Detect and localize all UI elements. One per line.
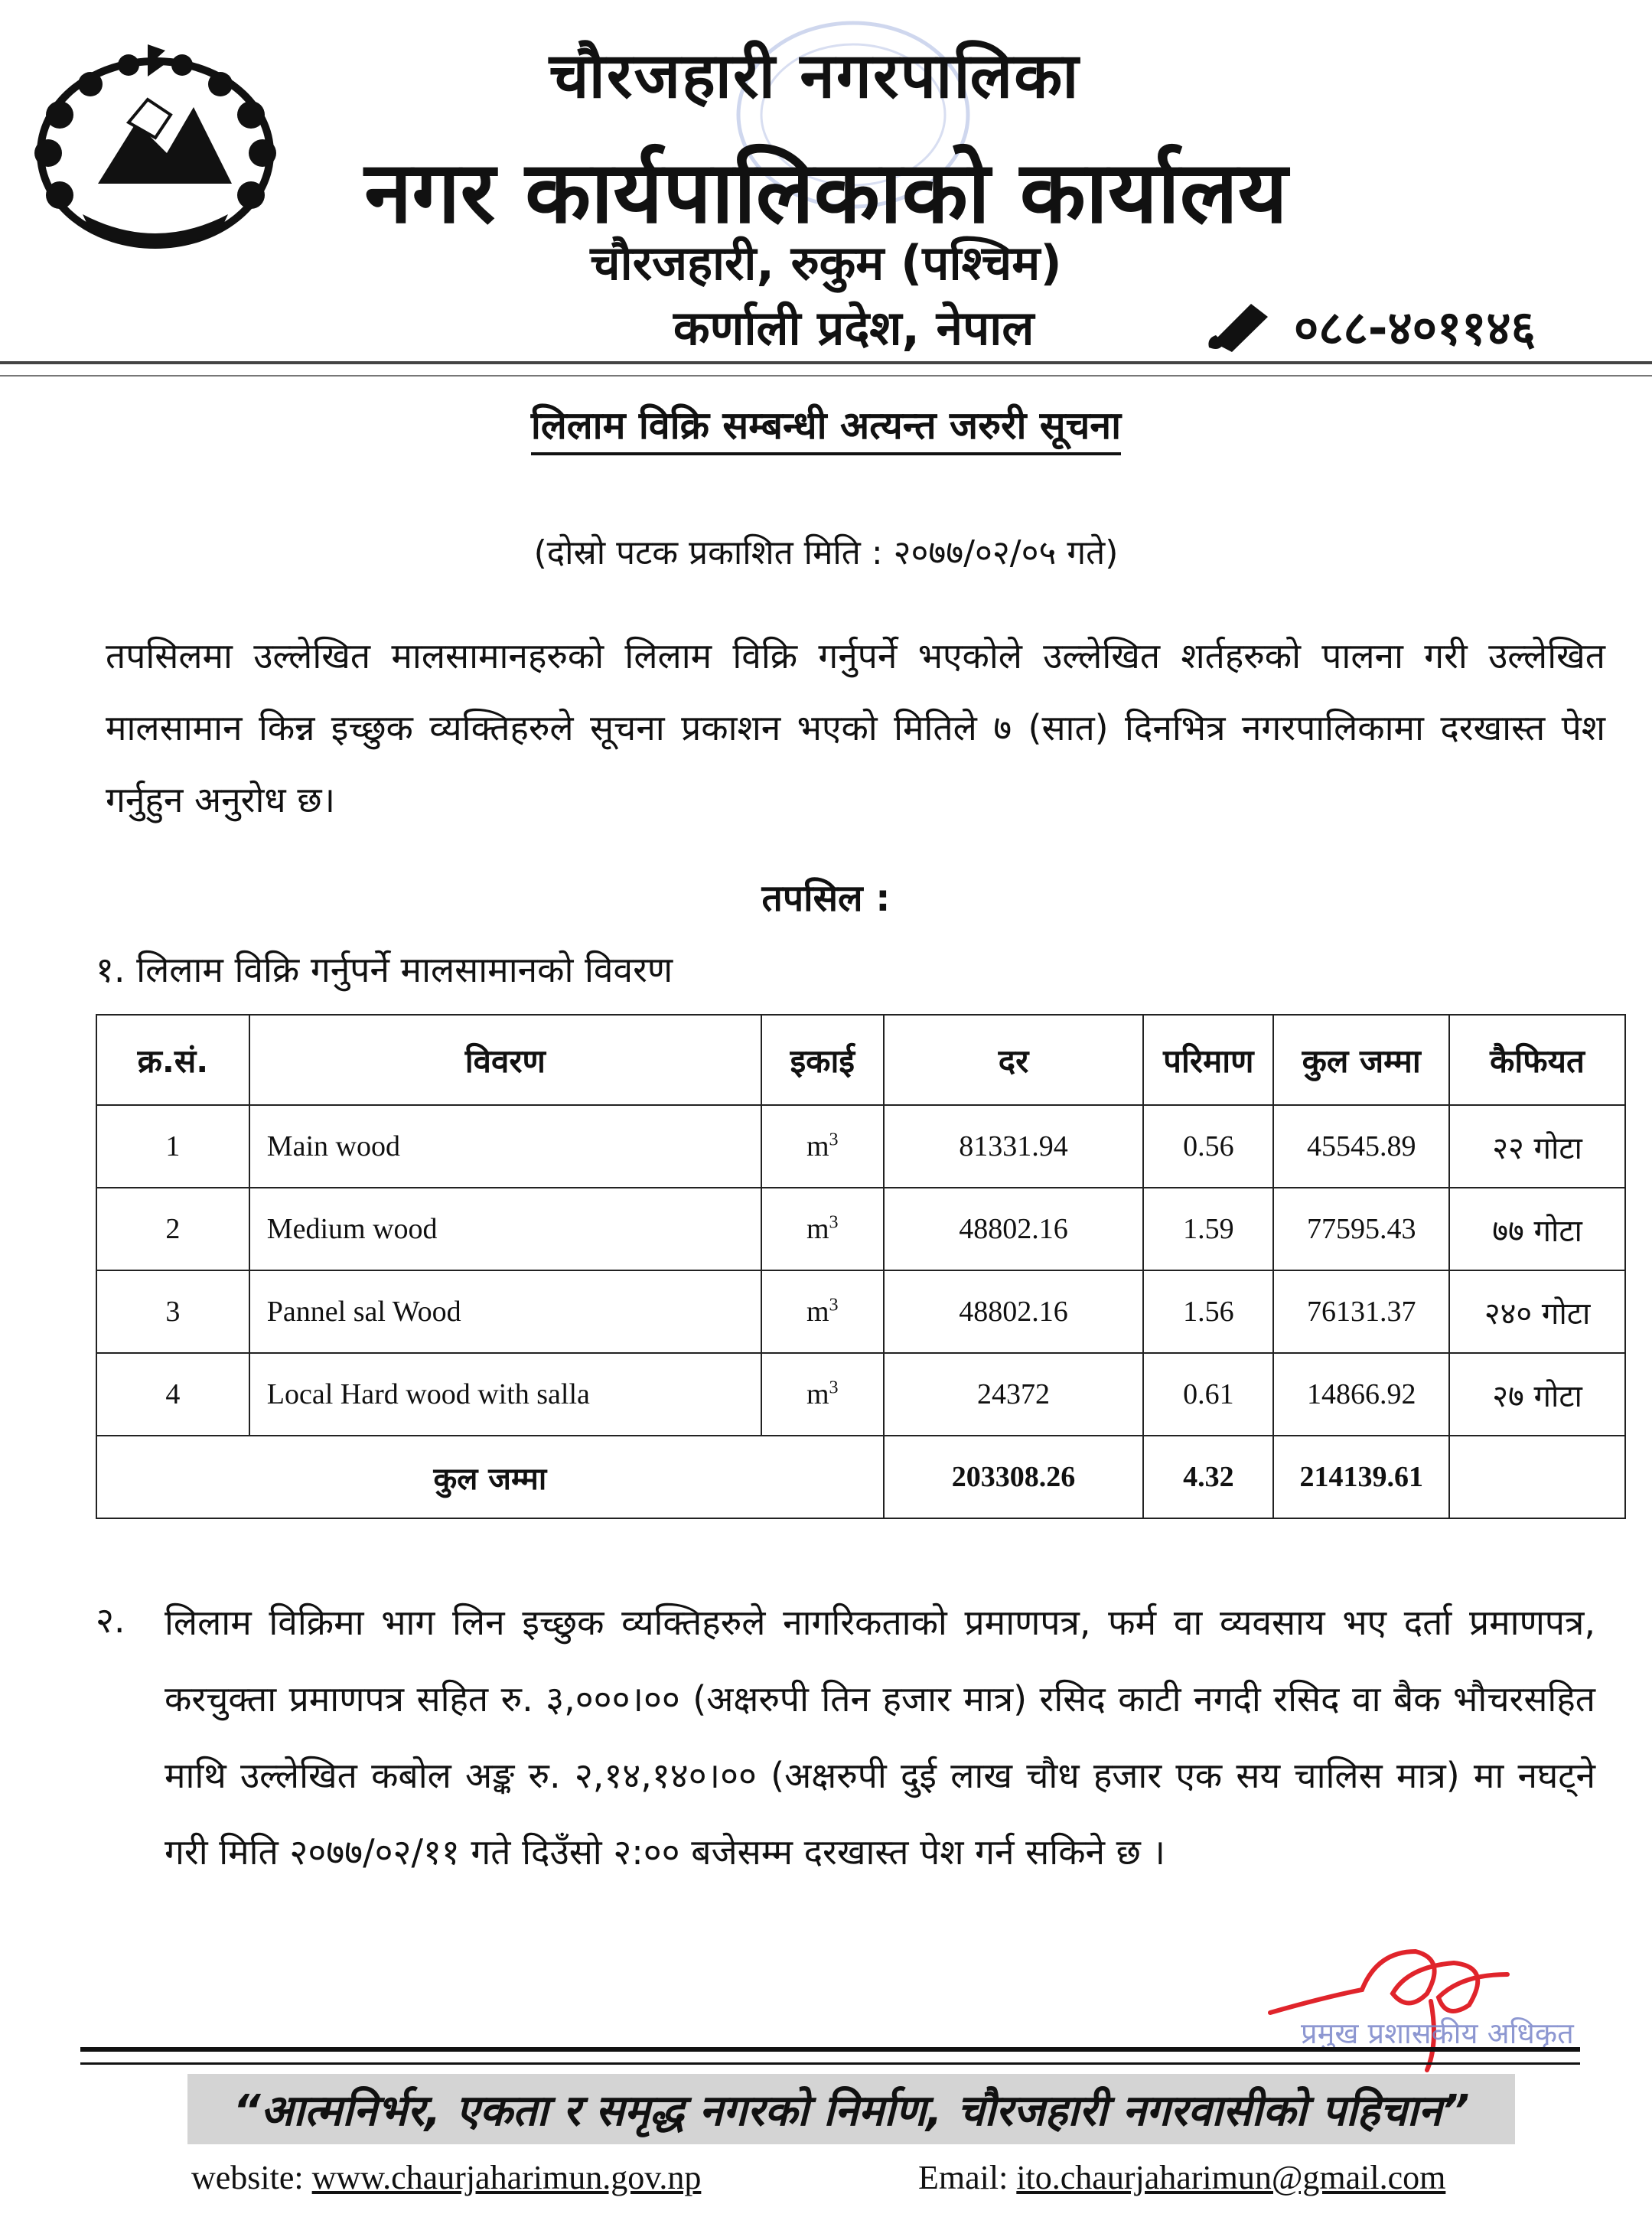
total-label: कुल जम्मा [96, 1436, 884, 1518]
office-address: चौरजहारी, रुकुम (पश्चिम) [590, 235, 1062, 291]
email-link[interactable]: ito.chaurjaharimun@gmail.com [1016, 2159, 1446, 2196]
notice-title: लिलाम विक्रि सम्बन्धी अत्यन्त जरुरी सूचना [0, 398, 1652, 450]
schedule-heading: तपसिल : [761, 877, 891, 920]
cell-rate: 24372 [884, 1353, 1144, 1436]
phone-icon [1205, 300, 1274, 354]
cell-desc: Pannel sal Wood [249, 1270, 761, 1353]
cell-qty: 0.61 [1143, 1353, 1273, 1436]
cell-unit: $m^3$ [761, 1105, 884, 1188]
office-province: कर्णाली प्रदेश, नेपाल [673, 300, 1035, 356]
total-qty: 4.32 [1143, 1436, 1273, 1518]
col-header-rate: दर [884, 1015, 1144, 1105]
total-rate: 203308.26 [884, 1436, 1144, 1518]
email-label: Email: [918, 2159, 1008, 2196]
col-header-unit: इकाई [761, 1015, 884, 1105]
cell-total: 76131.37 [1273, 1270, 1449, 1353]
cell-rate: 48802.16 [884, 1270, 1144, 1353]
phone-number: ०८८-४०११४६ [1294, 300, 1536, 356]
cell-sn: 3 [96, 1270, 249, 1353]
items-table [96, 1014, 1626, 1519]
col-header-qty: परिमाण [1143, 1015, 1273, 1105]
cell-unit: $m^3$ [761, 1353, 884, 1436]
office-name: नगर कार्यपालिकाको कार्यालय [364, 143, 1288, 243]
cell-unit: $m^3$ [761, 1188, 884, 1270]
col-header-total: कुल जम्मा [1273, 1015, 1449, 1105]
cell-desc: Medium wood [249, 1188, 761, 1270]
table-row [96, 1353, 1625, 1436]
cell-rate: 48802.16 [884, 1188, 1144, 1270]
total-amount: 214139.61 [1273, 1436, 1449, 1518]
cell-desc: Main wood [249, 1105, 761, 1188]
col-header-sn: क्र.सं. [96, 1015, 249, 1105]
cell-remarks: २४० गोटा [1449, 1270, 1625, 1353]
cell-desc: Local Hard wood with salla [249, 1353, 761, 1436]
footer-website [191, 2158, 701, 2197]
footer-divider [80, 2047, 1580, 2065]
website-link[interactable]: www.chaurjaharimun.gov.np [311, 2159, 702, 2196]
cell-qty: 1.59 [1143, 1188, 1273, 1270]
cell-remarks: ७७ गोटा [1449, 1188, 1625, 1270]
cell-sn: 4 [96, 1353, 249, 1436]
cell-qty: 1.56 [1143, 1270, 1273, 1353]
official-stamp: प्रमुख प्रशासकीय अधिकृत [1301, 2016, 1574, 2050]
cell-remarks: २७ गोटा [1449, 1353, 1625, 1436]
total-remarks [1449, 1436, 1625, 1518]
table-total-row [96, 1436, 1625, 1518]
col-header-remarks: कैफियत [1449, 1015, 1625, 1105]
phone-contact [1205, 295, 1536, 359]
intro-paragraph: तपसिलमा उल्लेखित मालसामानहरुको लिलाम विक्रि गर्नुपर्ने भएकोले उल्लेखित शर्तहरुको पालना गरी उल्लेखित मालसामान किन्न इच्छुक व्यक्तिहरुले सूचना प्रकाशन भएको मितिले ७ (सात) दिनभित्र नगरपालिकामा दरखास्त पेश गर्नुहुन अनुरोध छ। [106, 635, 1605, 820]
website-label: website: [191, 2159, 304, 2196]
cell-total: 77595.43 [1273, 1188, 1449, 1270]
table-row [96, 1270, 1625, 1353]
cell-sn: 2 [96, 1188, 249, 1270]
publish-date: (दोस्रो पटक प्रकाशित मिति : २०७७/०२/०५ गते) [533, 533, 1119, 572]
cell-rate: 81331.94 [884, 1105, 1144, 1188]
table-row [96, 1188, 1625, 1270]
cell-sn: 1 [96, 1105, 249, 1188]
item1-label: १. लिलाम विक्रि गर्नुपर्ने मालसामानको विवरण [96, 949, 673, 990]
cell-remarks: २२ गोटा [1449, 1105, 1625, 1188]
item2-number: २. [96, 1599, 125, 1641]
cell-total: 45545.89 [1273, 1105, 1449, 1188]
cell-qty: 0.56 [1143, 1105, 1273, 1188]
table-row [96, 1105, 1625, 1188]
cell-total: 14866.92 [1273, 1353, 1449, 1436]
table-header-row [96, 1015, 1625, 1105]
header-divider [0, 361, 1652, 377]
cell-unit: $m^3$ [761, 1270, 884, 1353]
footer-motto: “आत्मनिर्भर, एकता र समृद्ध नगरको निर्माण, चौरजहारी नगरवासीको पहिचान” [233, 2086, 1470, 2136]
municipality-name: चौरजहारी नगरपालिका [549, 40, 1080, 112]
item2-paragraph: लिलाम विक्रिमा भाग लिन इच्छुक व्यक्तिहरुले नागरिकताको प्रमाणपत्र, फर्म वा व्यवसाय भए दर्ता प्रमाणपत्र, करचुक्ता प्रमाणपत्र सहित रु. ३,०००।०० (अक्षरुपी तिन हजार मात्र) रसिद काटी नगदी रसिद वा बैक भौचरसहित माथि उल्लेखित कबोल अङ्क रु. २,१४,१४०।०० (अक्षरुपी दुई लाख चौध हजार एक सय चालिस मात्र) मा नघट्ने गरी मिति २०७७/०२/११ गते दिउँसो २:०० बजेसम्म दरखास्त पेश गर्न सकिने छ । [165, 1602, 1595, 1873]
footer-email [918, 2158, 1445, 2197]
col-header-desc: विवरण [249, 1015, 761, 1105]
